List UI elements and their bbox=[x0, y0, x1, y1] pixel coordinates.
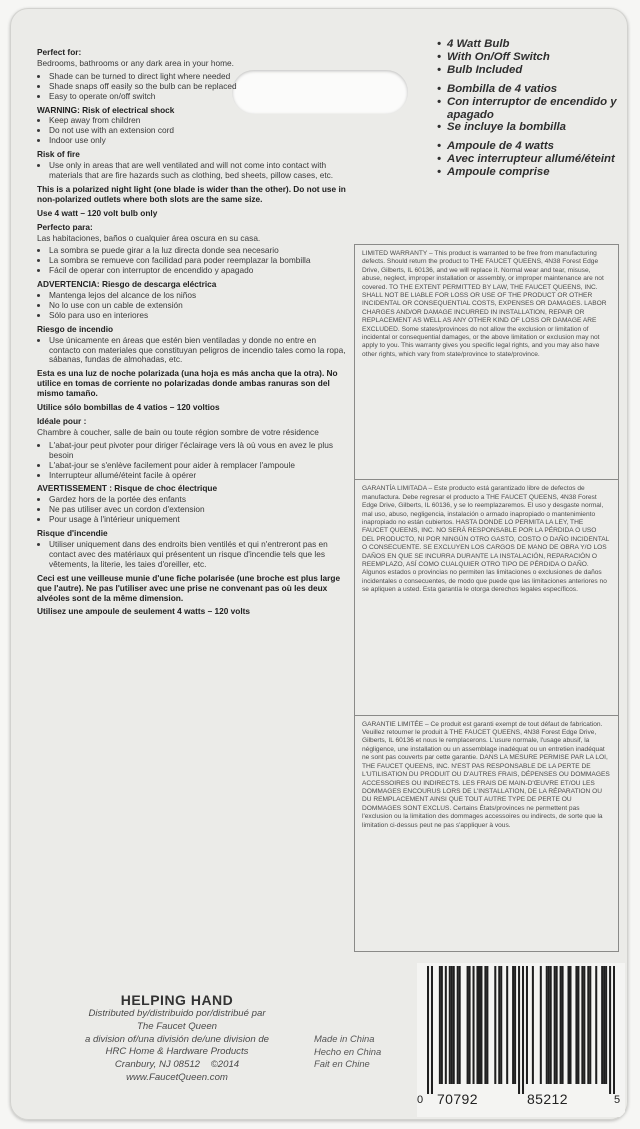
en-warning-list bbox=[37, 116, 349, 146]
warranty-es: GARANTÍA LIMITADA – Este producto está garantizado libre de defectos de manufactura. Debe regresar el producto a THE FAUCET QUEENS, 4N38 Forest Edge Drive, Gilberts, IL 60136, y se lo reemplazaremos. El uso y desgaste normal, mal uso, abuso, negligencia, instalación o armado inapropiado o mantenimiento inapropiado no están cubiertos. HASTA DONDE LO PERMITA LA LEY, THE FAUCET QUEENS, INC. NO SERÁ RESPONSABLE POR LA PÉRDIDA O USO DEL PRODUCTO, NI POR NINGÚN OTRO GASTO, COSTO O DAÑO INCIDENTAL O CONSECUENTE. SE EXCLUYEN LOS CARGOS DE MANO DE OBRA Y/O LOS DAÑOS EN QUE SE INCURRA DURANTE LA INSTALACIÓN, REPARACIÓN O REEMPLAZO, ASÍ COMO CUALQUIER OTRO TIPO DE PÉRDIDA O DAÑO. Algunos estados o provincias no permiten las limitaciones o exclusiones de daños incidentales o consecuentes, de modo que puede que las limitaciones anteriores no se apliquen a usted. Esta garantía le otorga derechos legales específicos. bbox=[355, 480, 618, 715]
en-fire-list bbox=[37, 161, 349, 181]
barcode-bar bbox=[562, 966, 564, 1084]
list-item: • Utiliser uniquement dans des endroits bien ventilés et qui n'entreront pas en contact avec des matériaux qui présentent un risque d'incendie tels que les vêtements, la literie, les taies d'oreiller, etc. bbox=[49, 540, 349, 570]
fr-warning-heading: AVERTISSEMENT : Risque de choc électrique bbox=[37, 483, 218, 494]
barcode-bar bbox=[484, 966, 486, 1084]
barcode-bar bbox=[583, 966, 585, 1084]
warranty-box bbox=[354, 244, 619, 952]
list-item: • Use únicamente en áreas que estén bien ventiladas y donde no entre en contacto con materiales que constituyan peligros de incendio tales como la ropa, sábanas, fundas de almohadas, etc. bbox=[49, 336, 349, 366]
es-perfect-heading: Perfecto para: bbox=[37, 221, 93, 232]
barcode-bar bbox=[601, 966, 603, 1084]
barcode-bar bbox=[512, 966, 514, 1084]
fr-perfect-intro: Chambre à coucher, salle de bain ou toute région sombre de votre résidence bbox=[37, 426, 319, 437]
brand-block bbox=[37, 992, 317, 1085]
made-in-es: Hecho en China bbox=[314, 1045, 382, 1057]
list-item: • Gardez hors de la portée des enfants bbox=[49, 495, 349, 505]
fr-bulb-note: Utilisez une ampoule de seulement 4 watts – 120 volts bbox=[37, 606, 251, 617]
barcode-bar bbox=[560, 966, 562, 1084]
barcode-bar bbox=[498, 966, 500, 1084]
es-perfect-list bbox=[37, 246, 349, 276]
location: Cranbury, NJ 08512 bbox=[114, 1059, 201, 1071]
list-item: • Keep away from children bbox=[49, 116, 349, 126]
list-item: • Pour usage à l'intérieur uniquement bbox=[49, 515, 349, 525]
barcode-bar bbox=[476, 966, 478, 1084]
en-bulb-note: Use 4 watt – 120 volt bulb only bbox=[37, 207, 158, 218]
barcode-first-digit: 0 bbox=[417, 1094, 424, 1106]
fr-fire-list bbox=[37, 540, 349, 570]
barcode-bar bbox=[613, 966, 615, 1094]
fr-warning-list bbox=[37, 495, 349, 525]
list-item: • Shade snaps off easily so the bulb can be replaced bbox=[49, 82, 349, 92]
list-item: • No lo use con un cable de extensión bbox=[49, 301, 349, 311]
barcode-bar bbox=[575, 966, 577, 1084]
barcode-bar bbox=[556, 966, 558, 1084]
list-item: • L'abat-jour peut pivoter pour diriger l'éclairage vers là où vous en avez le plus besoin bbox=[49, 441, 349, 461]
en-perfect-list bbox=[37, 72, 349, 102]
list-item: • Easy to operate on/off switch bbox=[49, 92, 349, 102]
barcode-bar bbox=[453, 966, 455, 1084]
barcode-bar bbox=[506, 966, 508, 1084]
es-polarized-note: Esta es una luz de noche polarizada (una hoja es más ancha que la otra). No utilice en tomas de corriente no polarizadas donde ambas ranuras son del mismo tamaño. bbox=[37, 368, 338, 399]
en-perfect-heading: Perfect for: bbox=[37, 47, 82, 57]
feature-item: • Bulb Included bbox=[447, 64, 627, 77]
barcode-bar bbox=[569, 966, 571, 1084]
es-warning-heading: ADVERTENCIA: Riesgo de descarga eléctrica bbox=[37, 279, 217, 290]
made-in-fr: Fait en Chine bbox=[314, 1058, 370, 1070]
list-item: • Fácil de operar con interruptor de encendido y apagado bbox=[49, 266, 349, 276]
barcode-bars bbox=[427, 966, 615, 1094]
location-line bbox=[37, 1059, 317, 1072]
distributed-by: Distributed by/distribuido por/distribué par bbox=[88, 1008, 266, 1019]
barcode-group-1: 70792 bbox=[437, 1091, 478, 1107]
barcode-bar bbox=[587, 966, 589, 1084]
barcode-bar bbox=[522, 966, 524, 1094]
es-perfect-intro: Las habitaciones, baños o cualquier área oscura en su casa. bbox=[37, 232, 261, 243]
barcode-bar bbox=[494, 966, 496, 1084]
barcode-bar bbox=[589, 966, 591, 1084]
barcode-bar bbox=[550, 966, 552, 1084]
warranty-en: LIMITED WARRANTY – This product is warranted to be free from manufacturing defects. Should return the product to THE FAUCET QUEENS, 4N38 Forest Edge Drive, Gilberts, IL 60136, and we will replace it. Normal wear and tear, misuse, abuse, neglect, improper installation or assembly, or improper maintenance are not covered. TO THE EXTENT PERMITTED BY LAW, THE FAUCET QUEENS, INC. SHALL NOT BE LIABLE FOR LOSS OR USE OF THE PRODUCT OR OTHER INCIDENTAL OR CONSEQUENTIAL COSTS, EXPENSES OR DAMAGES. LABOR CHARGES AND/OR DAMAGE INCURRED IN INSTALLATION, REPAIR OR REPLACEMENT AS WELL AS ANY OTHER KIND OF LOSS OR DAMAGE ARE EXCLUDED. Some states/provinces do not allow the exclusion or limitation of incidental or consequential damages, or the above limitation or exclusion may not apply to you. This warranty gives you specific legal rights, and you may also have other rights, which vary from state/province to state/province. bbox=[355, 245, 618, 480]
es-fire-list bbox=[37, 336, 349, 366]
parent-company: HRC Home & Hardware Products bbox=[105, 1046, 249, 1058]
list-item: • Ne pas utiliser avec un cordon d'extension bbox=[49, 505, 349, 515]
list-item: • Shade can be turned to direct light where needed bbox=[49, 72, 349, 82]
barcode-bar bbox=[473, 966, 475, 1084]
package-card bbox=[10, 8, 628, 1120]
company-name: The Faucet Queen bbox=[137, 1020, 217, 1032]
barcode-bar bbox=[514, 966, 516, 1084]
list-item: • Interrupteur allumé/éteint facile à opérer bbox=[49, 471, 349, 481]
barcode-bar bbox=[581, 966, 583, 1084]
barcode-bar bbox=[532, 966, 534, 1084]
barcode-bar bbox=[518, 966, 520, 1094]
fr-perfect-list bbox=[37, 441, 349, 481]
es-warning-list bbox=[37, 291, 349, 321]
feature-item: • Avec interrupteur allumé/éteint bbox=[447, 153, 627, 166]
barcode-bar bbox=[449, 966, 451, 1084]
barcode-bar bbox=[603, 966, 605, 1084]
barcode-bar bbox=[546, 966, 548, 1084]
division-of: a division of/una división de/une division de bbox=[84, 1033, 269, 1045]
fr-perfect-heading: Idéale pour : bbox=[37, 416, 87, 426]
barcode-bar bbox=[457, 966, 459, 1084]
feature-item: • Con interruptor de encendido y apagado bbox=[447, 96, 627, 122]
feature-item: • Ampoule de 4 watts bbox=[447, 140, 627, 153]
warranty-fr: GARANTIE LIMITÉE – Ce produit est garanti exempt de tout défaut de fabrication. Veuillez retourner le produit à THE FAUCET QUEENS, 4N38 Forest Edge Drive, Gilberts, IL 60136 et nous le remplacerons. L'usure normale, l'usage abusif, la négligence, une installation ou un assemblage inadéquat ou un entretien inadéquat ne sont pas couverts par cette garantie. DANS LA MESURE PERMISE PAR LA LOI, THE FAUCET QUEENS, INC. N'EST PAS RESPONSABLE DE LA PERTE DE L'UTILISATION DU PRODUIT OU D'AUTRES FRAIS, DÉPENSES OU DOMMAGES ACCESSOIRES OU INDIRECTS. LES FRAIS DE MAIN-D'ŒUVRE ET/OU LES DOMMAGES ENCOURUS LORS DE L'INSTALLATION, DE LA RÉPARATION OU DU REMPLACEMENT AINSI QUE TOUT AUTRE TYPE DE PERTE OU DOMMAGES SONT EXCLUS. Certains États/provinces ne permettent pas l'exclusion ou la limitation des dommages accessoires ou indirects, de sorte que la limitation ci-dessus peut ne pas s'appliquer à vous. bbox=[362, 720, 610, 829]
barcode-bar bbox=[568, 966, 570, 1084]
feature-item: • With On/Off Switch bbox=[447, 51, 627, 64]
list-item: • La sombra se remueve con facilidad para poder reemplazar la bombilla bbox=[49, 256, 349, 266]
list-item: • La sombra se puede girar a la luz directa donde sea necesario bbox=[49, 246, 349, 256]
barcode-bar bbox=[467, 966, 469, 1084]
barcode-bar bbox=[431, 966, 433, 1094]
feature-item: • Se incluye la bombilla bbox=[447, 121, 627, 134]
es-bulb-note: Utilice sólo bombillas de 4 vatios – 120 voltios bbox=[37, 402, 220, 413]
barcode-bar bbox=[427, 966, 429, 1094]
barcode-bar bbox=[554, 966, 556, 1084]
barcode-bar bbox=[540, 966, 542, 1084]
fr-fire-heading: Risque d'incendie bbox=[37, 528, 108, 539]
barcode-bar bbox=[605, 966, 607, 1084]
list-item: • Do not use with an extension cord bbox=[49, 126, 349, 136]
instructions-column bbox=[37, 44, 349, 620]
barcode-bar bbox=[577, 966, 579, 1084]
feature-list bbox=[437, 38, 627, 185]
barcode-bar bbox=[445, 966, 447, 1084]
en-perfect-intro: Bedrooms, bathrooms or any dark area in your home. bbox=[37, 57, 234, 68]
barcode-bar bbox=[609, 966, 611, 1094]
features-fr bbox=[437, 140, 627, 179]
list-item: • L'abat-jour se s'enlève facilement pour aider à remplacer l'ampoule bbox=[49, 461, 349, 471]
barcode-bar bbox=[439, 966, 441, 1084]
barcode-bar bbox=[459, 966, 461, 1084]
barcode-bar bbox=[478, 966, 480, 1084]
list-item: • Mantenga lejos del alcance de los niños bbox=[49, 291, 349, 301]
feature-item: • 4 Watt Bulb bbox=[447, 38, 627, 51]
made-in-block bbox=[314, 1033, 381, 1071]
features-es bbox=[437, 83, 627, 135]
en-warning-heading: WARNING: Risk of electrical shock bbox=[37, 104, 175, 115]
website-url: www.FaucetQueen.com bbox=[126, 1071, 228, 1083]
barcode-bar bbox=[486, 966, 488, 1084]
en-fire-heading: Risk of fire bbox=[37, 149, 80, 160]
en-polarized-note: This is a polarized night light (one blade is wider than the other). Do not use in non-polarized outlets where both slots are the same size. bbox=[37, 183, 346, 204]
made-in-en: Made in China bbox=[314, 1033, 375, 1044]
barcode-digits bbox=[417, 1091, 625, 1111]
feature-item: • Ampoule comprise bbox=[447, 166, 627, 179]
list-item: • Indoor use only bbox=[49, 136, 349, 146]
brand-name: HELPING HAND bbox=[120, 992, 234, 1008]
list-item: • Sólo para uso en interiores bbox=[49, 311, 349, 321]
list-item: • Use only in areas that are well ventilated and will not come into contact with materials that are fire hazards such as clothing, bed sheets, pillow cases, etc. bbox=[49, 161, 349, 181]
upc-barcode bbox=[417, 963, 625, 1117]
barcode-bar bbox=[451, 966, 453, 1084]
es-fire-heading: Riesgo de incendio bbox=[37, 323, 114, 334]
barcode-bar bbox=[500, 966, 502, 1084]
barcode-bar bbox=[548, 966, 550, 1084]
fr-polarized-note: Ceci est une veilleuse munie d'une fiche polarisée (une broche est plus large que l'autre). Ne pas l'utiliser avec une prise ne convenant pas où les deux alvéoles sont de la même dimension. bbox=[37, 572, 341, 603]
copyright-year: ©2014 bbox=[210, 1059, 240, 1071]
features-en bbox=[437, 38, 627, 77]
barcode-bar bbox=[480, 966, 482, 1084]
barcode-group-2: 85212 bbox=[527, 1091, 568, 1107]
barcode-bar bbox=[595, 966, 597, 1084]
barcode-bar bbox=[441, 966, 443, 1084]
feature-item: • Bombilla de 4 vatios bbox=[447, 83, 627, 96]
barcode-bar bbox=[469, 966, 471, 1084]
barcode-last-digit: 5 bbox=[614, 1094, 621, 1106]
barcode-bar bbox=[526, 966, 528, 1084]
